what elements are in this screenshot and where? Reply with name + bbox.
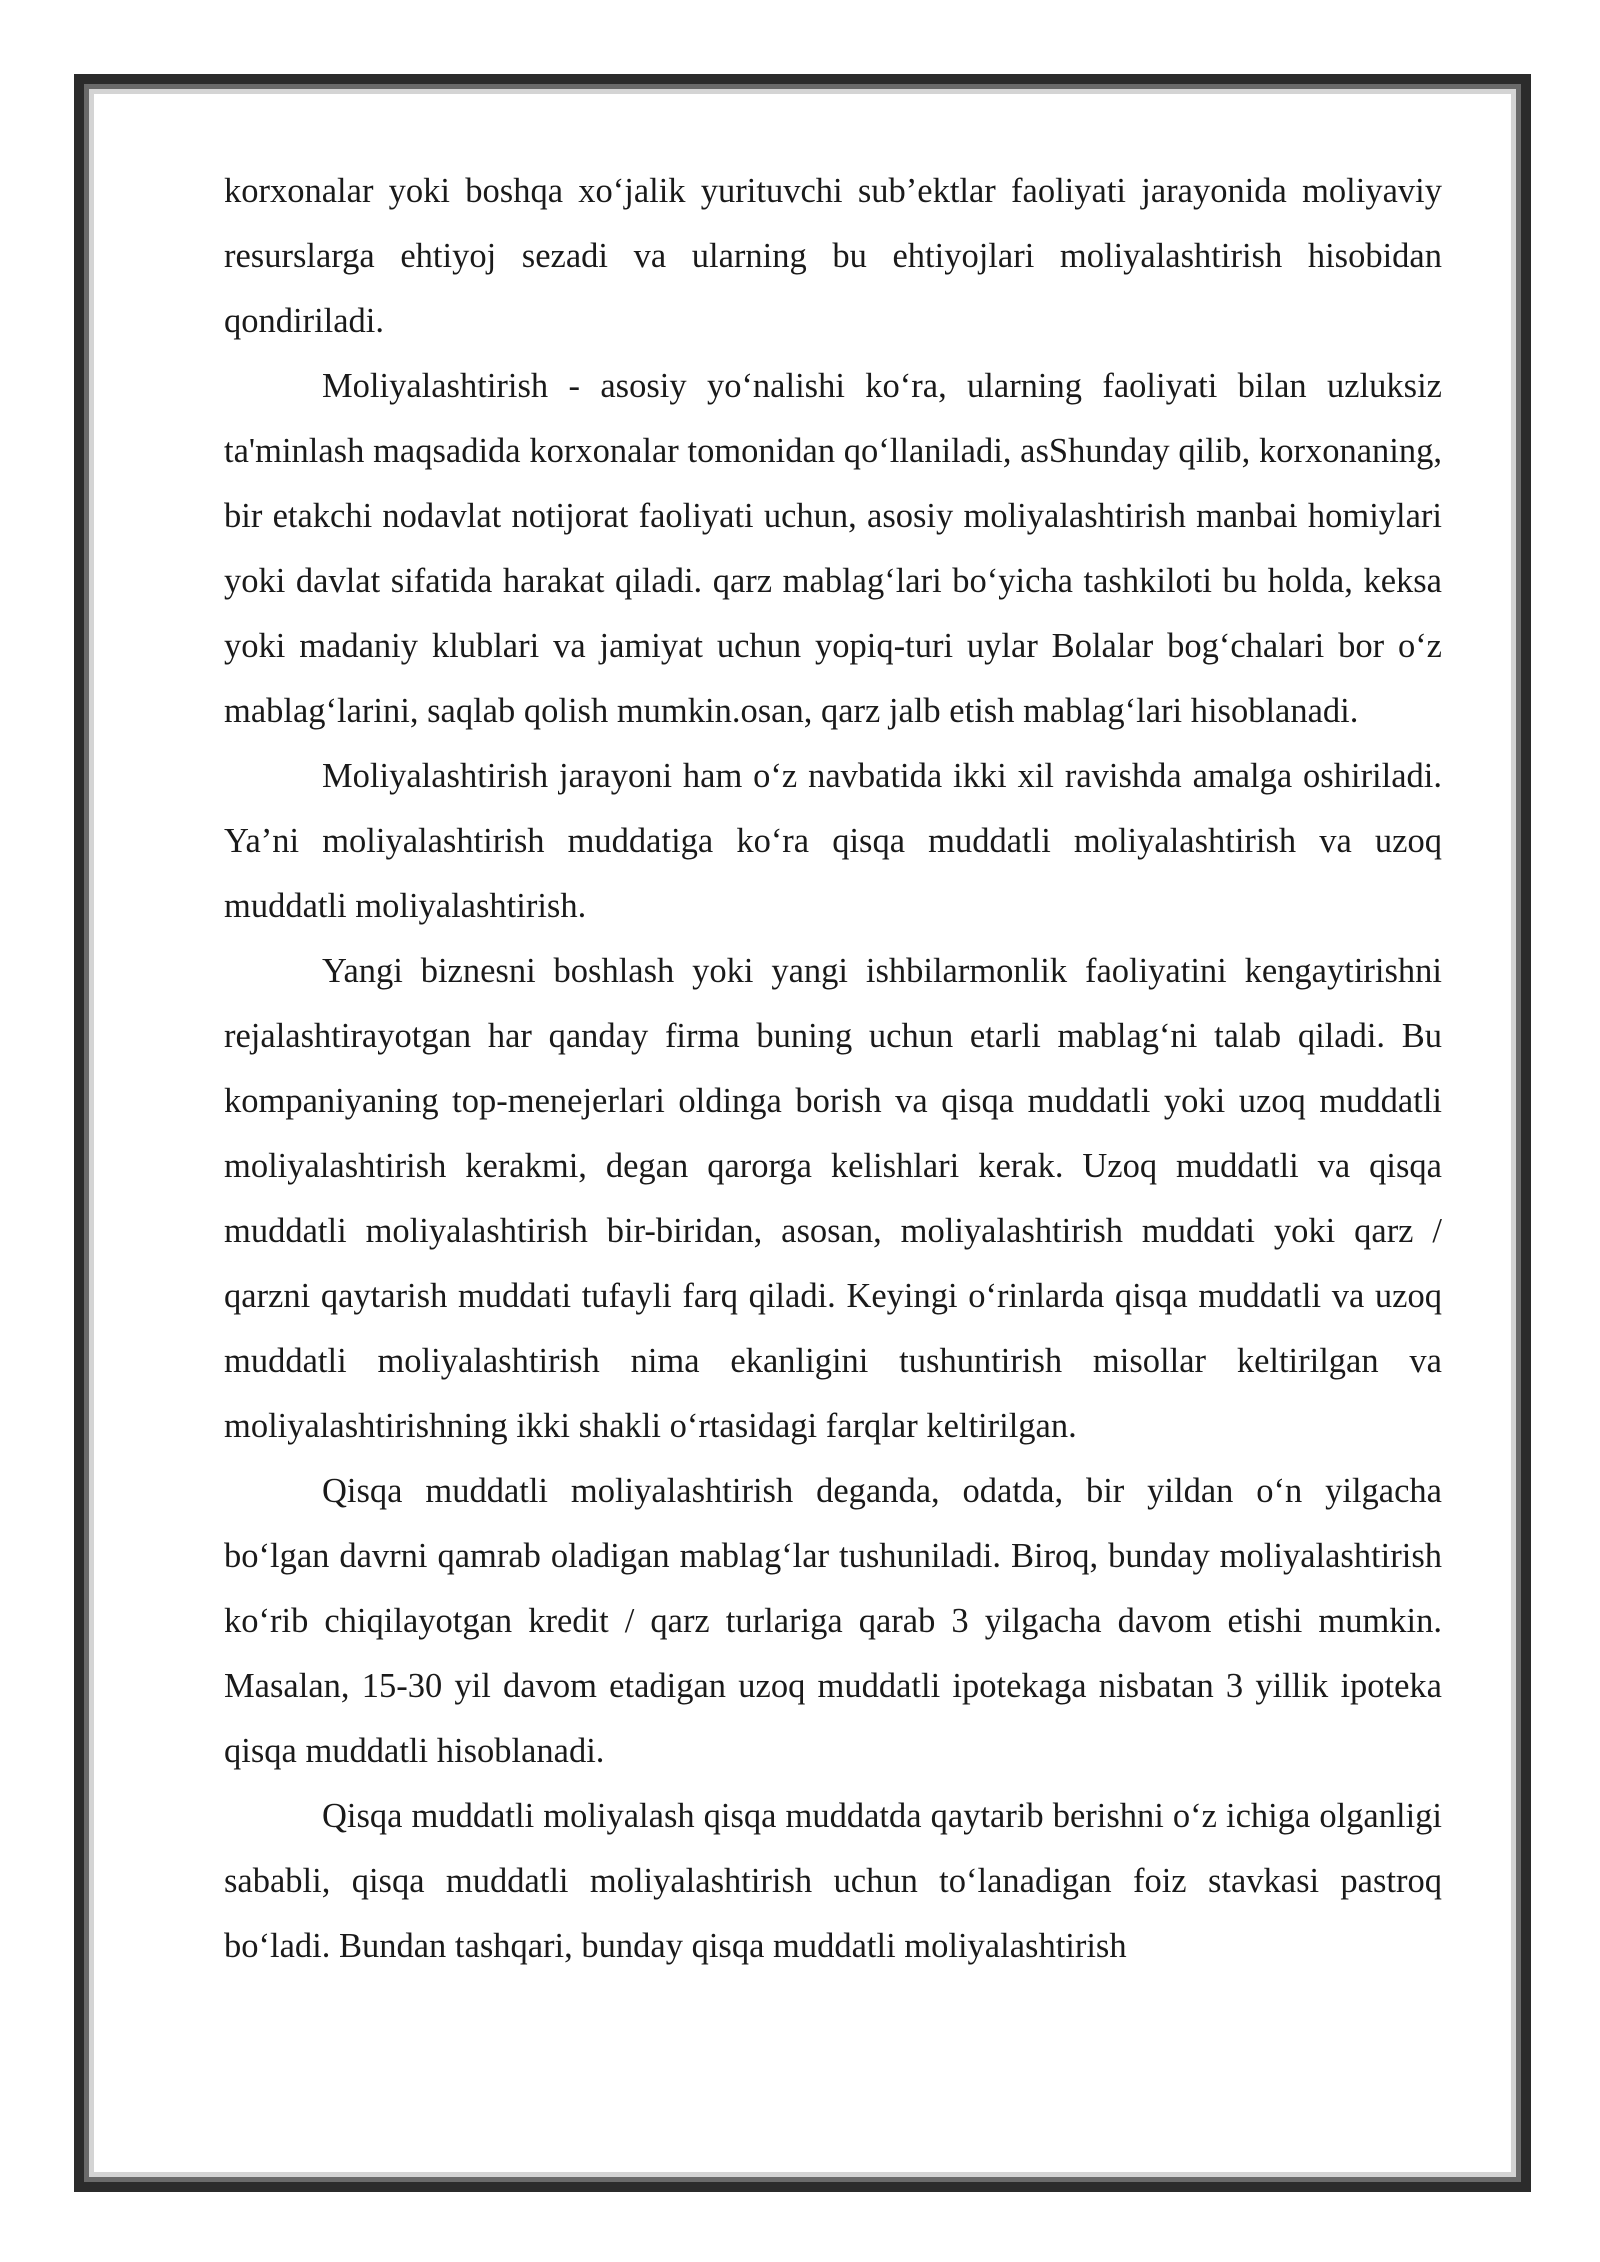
paragraph-4: Yangi biznesni boshlash yoki yangi ishbilarmonlik faoliyatini kengaytirishni rejalashtirayotgan har qanday firma buning uchun etarli mablag‘ni talab qiladi. Bu kompaniyaning top-menejerlari oldinga borish va qisqa muddatli yoki uzoq muddatli moliyalashtirish kerakmi, degan qarorga kelishlari kerak. Uzoq muddatli va qisqa muddatli moliyalashtirish bir-biridan, asosan, moliyalashtirish muddati yoki qarz / qarzni qaytarish muddati tufayli farq qiladi. Keyingi o‘rinlarda qisqa muddatli va uzoq muddatli moliyalashtirish nima ekanligini tushuntirish misollar keltirilgan va moliyalashtirishning ikki shakli o‘rtasidagi farqlar keltirilgan. (224, 952, 1442, 1445)
paragraph-5: Qisqa muddatli moliyalashtirish deganda, odatda, bir yildan o‘n yilgacha bo‘lgan davrni qamrab oladigan mablag‘lar tushuniladi. Biroq, bunday moliyalashtirish ko‘rib chiqilayotgan kredit / qarz turlariga qarab 3 yilgacha davom etishi mumkin. Masalan, 15-30 yil davom etadigan uzoq muddatli ipotekaga nisbatan 3 yillik ipoteka qisqa muddatli hisoblanadi. (224, 1472, 1442, 1770)
page-frame-border (84, 84, 1521, 2182)
page-frame (74, 74, 1531, 2192)
paragraph-2: Moliyalashtirish - asosiy yo‘nalishi ko‘ra, ularning faoliyati bilan uzluksiz ta'minlash maqsadida korxonalar tomonidan qo‘llaniladi, asShunday qilib, korxonaning, bir etakchi nodavlat notijorat faoliyati uchun, asosiy moliyalashtirish manbai homiylari yoki davlat sifatida harakat qiladi. qarz mablag‘lari bo‘yicha tashkiloti bu holda, keksa yoki madaniy klublari va jamiyat uchun yopiq-turi uylar Bolalar bog‘chalari bor o‘z mablag‘larini, saqlab qolish mumkin.osan, qarz jalb etish mablag‘lari hisoblanadi. (224, 367, 1442, 730)
paragraph-1: korxonalar yoki boshqa xo‘jalik yurituvchi sub’ektlar faoliyati jarayonida moliyaviy resurslarga ehtiyoj sezadi va ularning bu ehtiyojlari moliyalashtirish hisobidan qondiriladi. (224, 172, 1442, 340)
document-body (224, 159, 1442, 1979)
document-page (94, 94, 1511, 2172)
page-frame-inner-border (89, 89, 1516, 2177)
paragraph-3: Moliyalashtirish jarayoni ham o‘z navbatida ikki xil ravishda amalga oshiriladi. Ya’ni moliyalashtirish muddatiga ko‘ra qisqa muddatli moliyalashtirish va uzoq muddatli moliyalashtirish. (224, 757, 1442, 925)
paragraph-6: Qisqa muddatli moliyalash qisqa muddatda qaytarib berishni o‘z ichiga olganligi sababli, qisqa muddatli moliyalashtirish uchun to‘lanadigan foiz stavkasi pastroq bo‘ladi. Bundan tashqari, bunday qisqa muddatli moliyalashtirish (224, 1797, 1442, 1965)
